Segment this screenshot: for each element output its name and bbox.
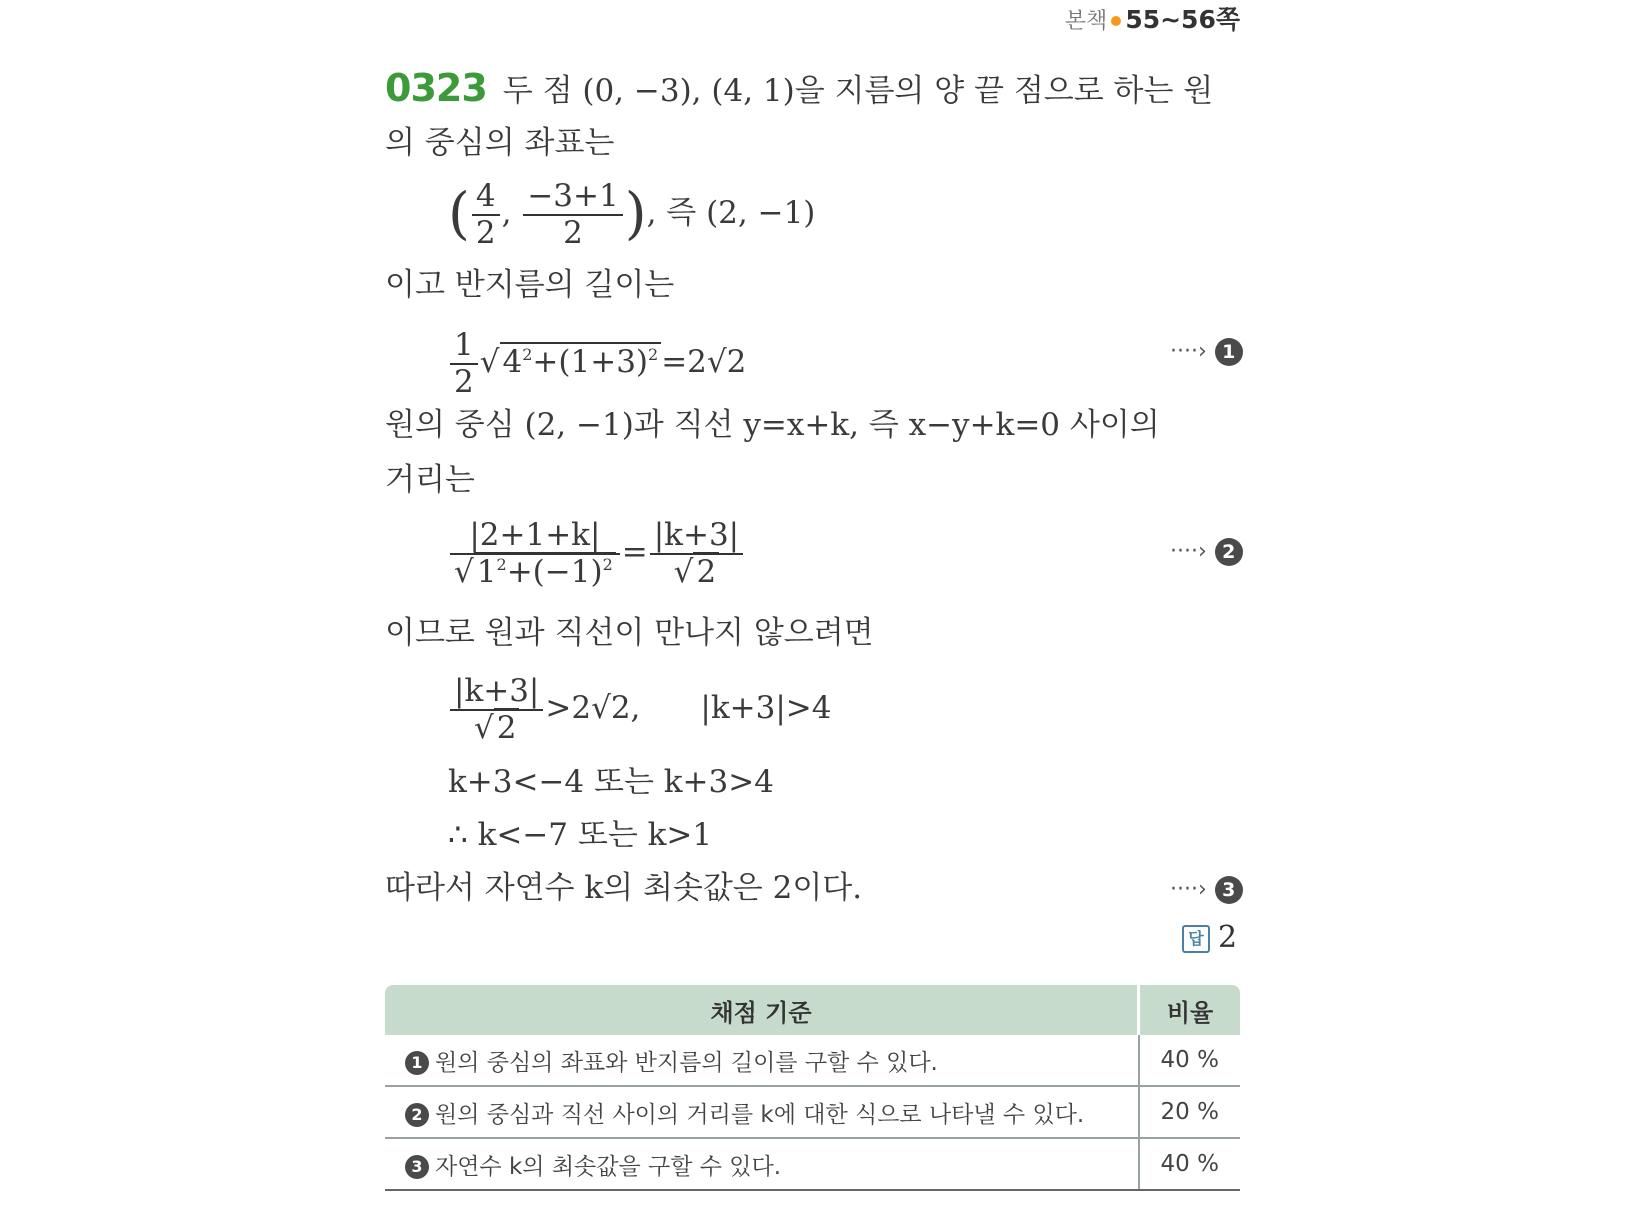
step-2-icon: 2 (1215, 538, 1243, 566)
fraction: $\frac{4}{2}$ (472, 179, 500, 249)
problem-number: 0323 (385, 66, 487, 110)
center-formula: ( $\frac{4}{2}$ , $\frac{-3+1}{2}$ ), 즉 (2, −1) (448, 178, 816, 251)
problem-line-4: 이고 반지름의 길이는 (385, 267, 675, 303)
problem-line-6: 원의 중심 (2, −1)과 직선 y=x+k, 즉 x−y+k=0 사이의 (385, 407, 1160, 443)
step-1-icon: 1 (405, 1051, 429, 1075)
criteria-header: 채점 기준 (385, 985, 1139, 1035)
step-marker-1: ····› 1 (1170, 338, 1243, 366)
page-range: 55~56쪽 (1125, 5, 1240, 34)
step-2-icon: 2 (405, 1103, 429, 1127)
book-label: 본책 (1064, 9, 1108, 34)
problem-text-1: 두 점 (0, −3), (4, 1)을 지름의 양 끝 점으로 하는 원 (502, 73, 1214, 109)
paren-right: ) (624, 181, 647, 247)
step-3-icon: 3 (405, 1155, 429, 1179)
ratio-header: 비율 (1139, 985, 1241, 1035)
fraction: $\frac{|2+1+k|}{√1^2+(-1)^2}$ (450, 518, 620, 588)
bullet-dot-icon (1111, 16, 1121, 26)
paren-left: ( (448, 181, 470, 247)
page-reference (1060, 0, 1240, 36)
answer (1182, 920, 1237, 955)
problem-line-1 (385, 68, 1213, 111)
answer-value: 2 (1218, 920, 1238, 955)
grading-table (385, 985, 1240, 1191)
step-3-icon: 3 (1215, 876, 1243, 904)
answer-icon: 답 (1182, 925, 1210, 953)
step-marker-2: ····› 2 (1170, 538, 1243, 566)
grading-header-row (385, 985, 1240, 1035)
center-result: , 즉 (2, −1) (646, 195, 816, 231)
problem-line-12: ∴ k<−7 또는 k>1 (448, 817, 713, 853)
fraction: $\frac{1}{2}$ (450, 328, 478, 398)
radius-formula: $\frac{1}{2}$ $√4^2+(1+3)^2=2√2$ (448, 320, 746, 390)
table-row: 3 자연수 k의 최솟값을 구할 수 있다. 40 % (385, 1138, 1240, 1190)
problem-line-11: k+3<−4 또는 k+3>4 (448, 764, 774, 800)
inequality-formula: $\frac{|k+3|}{√2}$ >2√2, |k+3|>4 (448, 668, 831, 748)
step-marker-3: ····› 3 (1170, 876, 1243, 904)
problem-line-7: 거리는 (385, 462, 475, 498)
problem-line-13: 따라서 자연수 k의 최솟값은 2이다. (385, 870, 863, 906)
fraction: $\frac{|k+3|}{√2}$ (650, 518, 743, 588)
table-row: 2 원의 중심과 직선 사이의 거리를 k에 대한 식으로 나타낼 수 있다. 20 % (385, 1086, 1240, 1138)
table-row: 1 원의 중심의 좌표와 반지름의 길이를 구할 수 있다. 40 % (385, 1035, 1240, 1086)
problem-line-9: 이므로 원과 직선이 만나지 않으려면 (385, 615, 874, 651)
fraction: $\frac{-3+1}{2}$ (523, 179, 622, 249)
distance-formula: $\frac{|2+1+k|}{√1^2+(-1)^2}$ = $\frac{|k+3|}{√2}$ (448, 512, 745, 592)
sqrt-expression: $4^2+(1+3)^2$ (500, 342, 662, 380)
step-1-icon: 1 (1215, 338, 1243, 366)
fraction: $\frac{|k+3|}{√2}$ (450, 674, 543, 744)
problem-line-2: 의 중심의 좌표는 (385, 125, 615, 161)
